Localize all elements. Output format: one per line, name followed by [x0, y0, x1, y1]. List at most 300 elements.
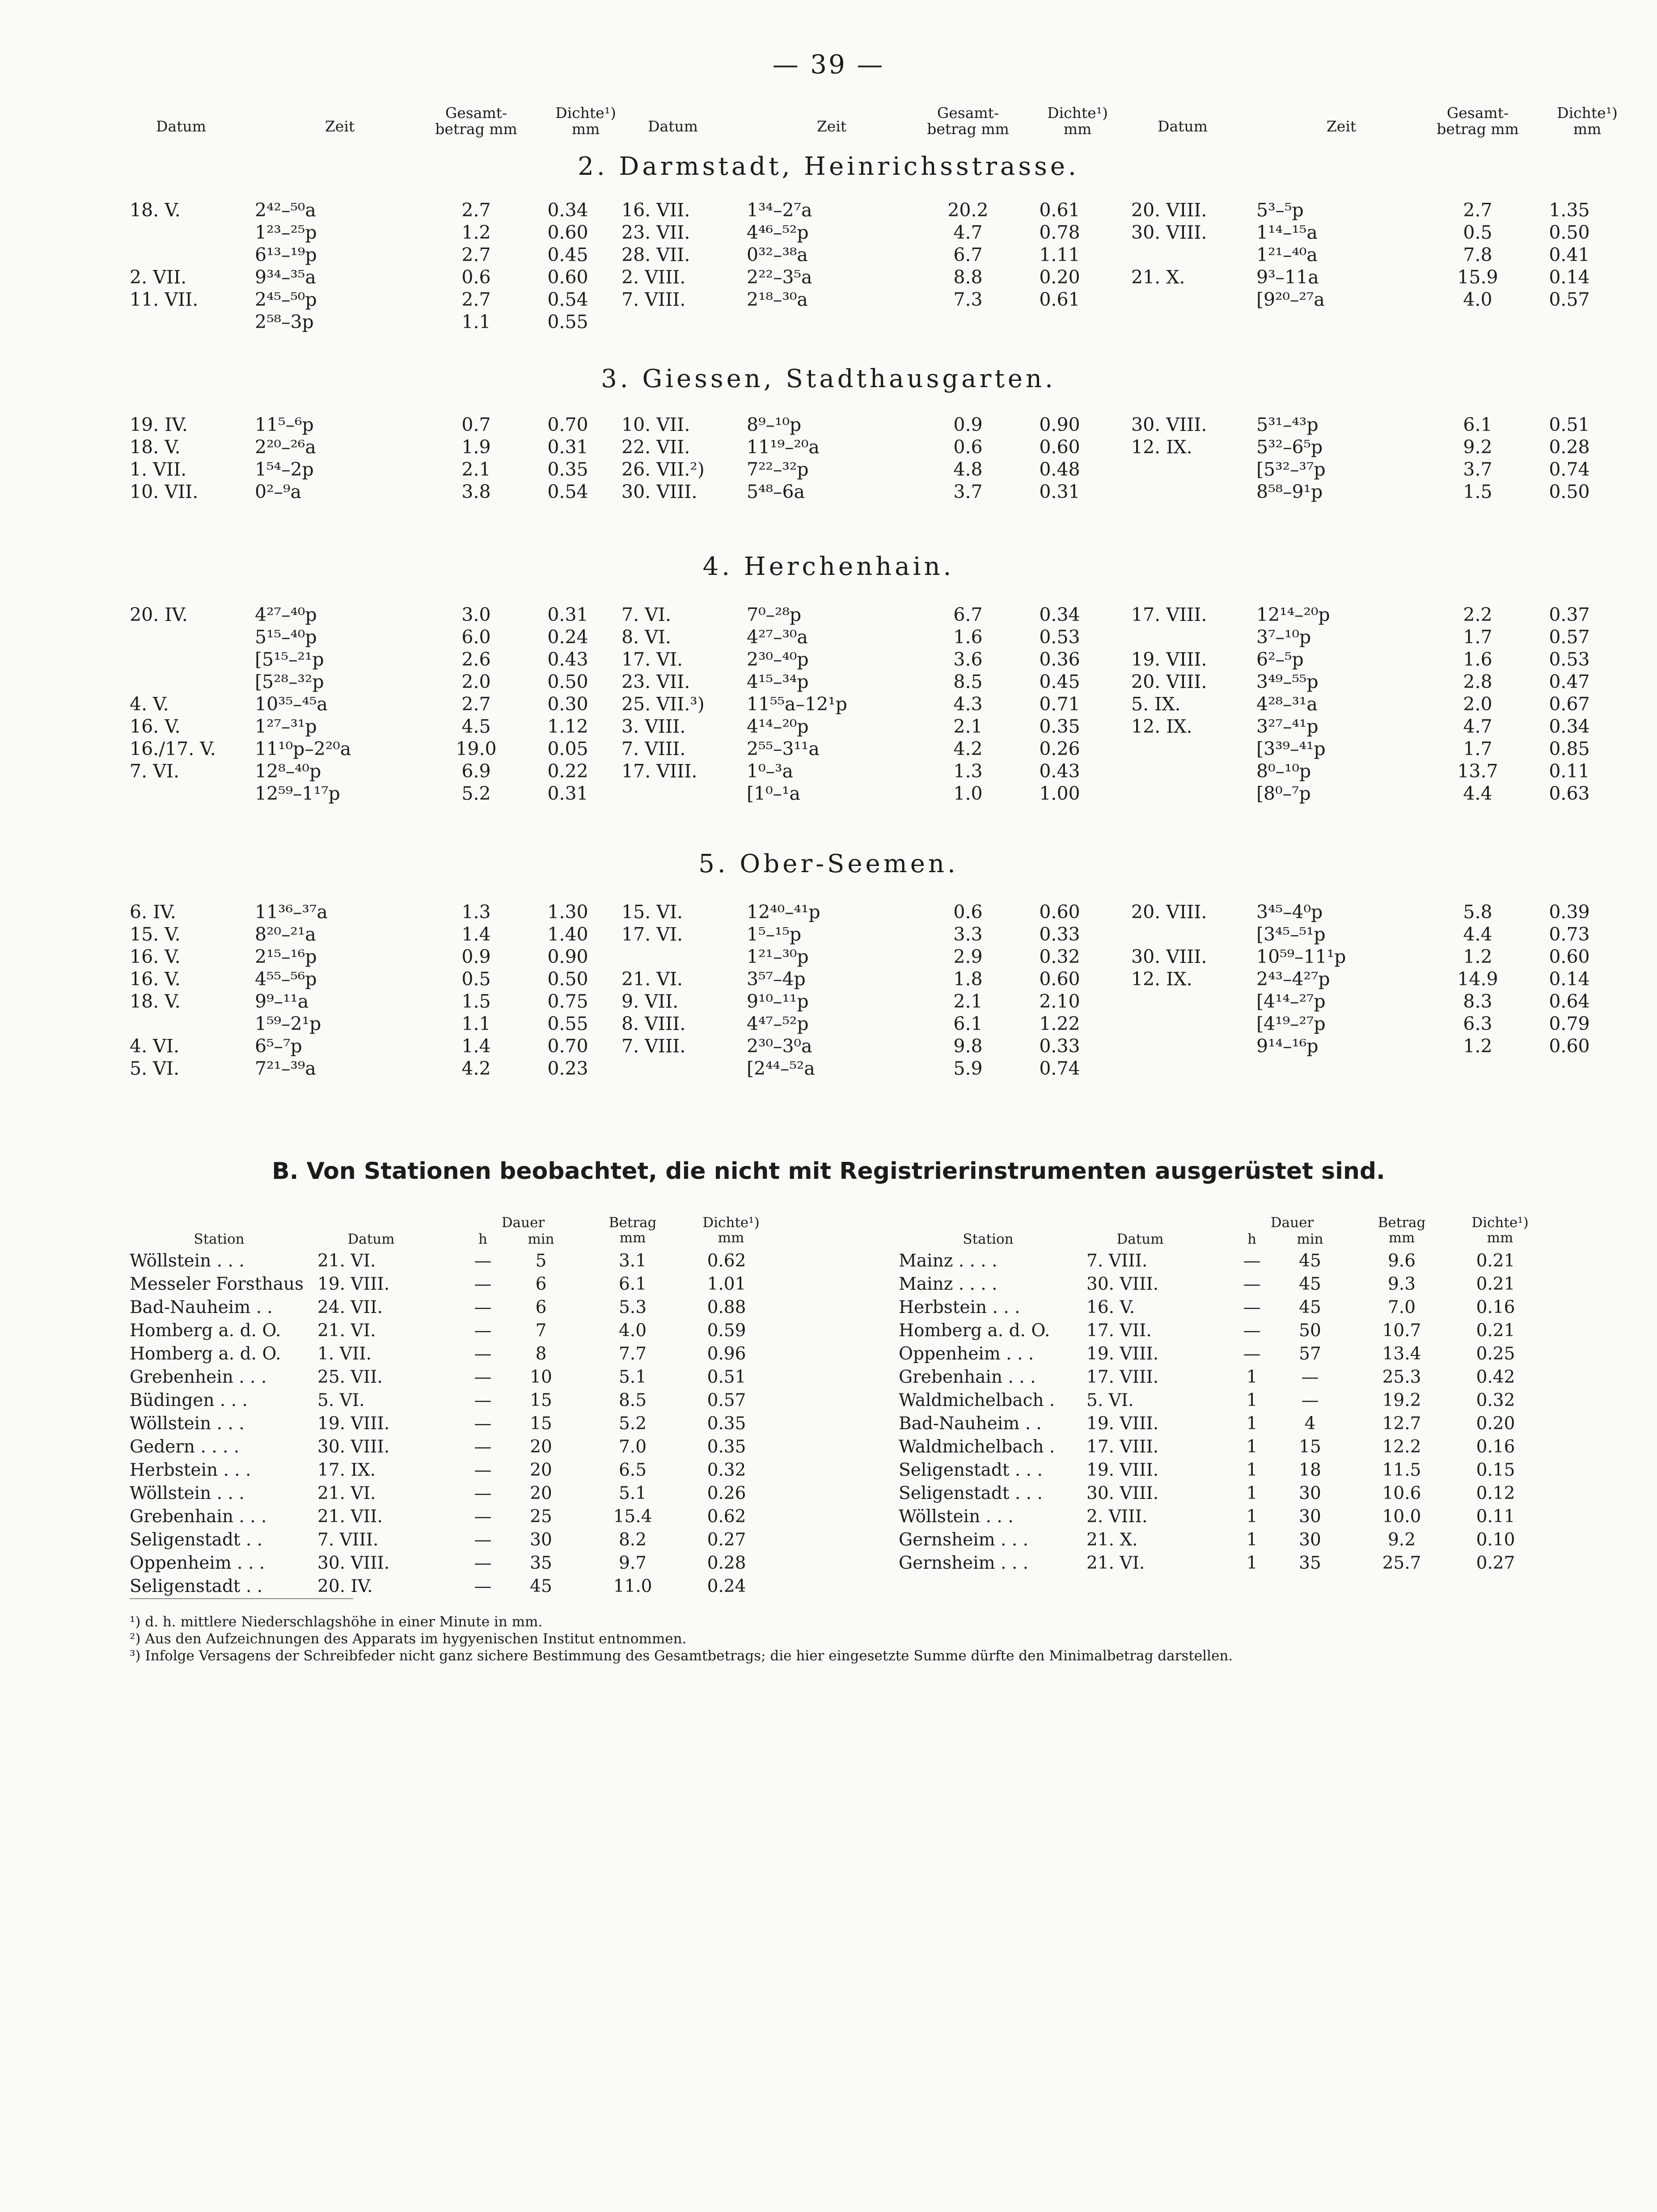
cell-dichte: 0.22 [547, 760, 588, 782]
cell-dichte: 0.79 [1549, 1013, 1590, 1034]
part-b-header-betrag [599, 1215, 666, 1245]
cell-datum: 18. V. [130, 436, 181, 458]
table-row [130, 648, 613, 671]
cell-dichte: 0.60 [547, 222, 588, 243]
table-row [899, 1273, 1543, 1296]
section-column [130, 414, 613, 503]
cell-zeit: 11⁵⁵a–12¹p [747, 693, 847, 715]
cell-betrag: 6.5 [618, 1460, 647, 1480]
cell-zeit: 1³⁴–2⁷a [747, 199, 812, 221]
cell-gesamt: 1.7 [1463, 738, 1492, 760]
cell-zeit: [5¹⁵–²¹p [255, 649, 324, 670]
cell-datum: 7. VI. [130, 760, 179, 782]
cell-zeit: 11¹⁰p–2²⁰a [255, 738, 351, 760]
cell-gesamt: 1.2 [1463, 1035, 1492, 1057]
cell-dichte: 0.10 [1476, 1530, 1515, 1550]
cell-gesamt: 4.4 [1463, 783, 1492, 804]
part-b-header-station [156, 1232, 282, 1247]
cell-dichte: 0.41 [1549, 244, 1590, 266]
table-row [1131, 604, 1614, 626]
part-b-header-h-line: h [478, 1231, 487, 1247]
part-b-column [130, 1250, 774, 1598]
cell-h: — [474, 1414, 492, 1434]
table-row [621, 901, 1104, 923]
cell-datum: 21. VII. [317, 1507, 383, 1527]
cell-dichte: 0.28 [707, 1553, 746, 1573]
cell-zeit: [4¹⁴–²⁷p [1256, 991, 1326, 1012]
cell-station: Homberg a. d. O. [130, 1321, 281, 1341]
cell-dichte: 0.15 [1476, 1460, 1515, 1480]
cell-zeit: 9¹⁰–¹¹p [747, 991, 809, 1012]
cell-dichte: 0.24 [547, 626, 588, 648]
cell-zeit: [2⁴⁴–⁵²a [747, 1058, 815, 1079]
table-row [1131, 715, 1614, 738]
col-header-gesamt-unit: betrag mm [927, 120, 1009, 138]
part-b-header-station-line: Station [963, 1231, 1014, 1247]
cell-gesamt: 1.9 [461, 436, 491, 458]
cell-station: Homberg a. d. O. [130, 1344, 281, 1364]
cell-dichte: 0.14 [1549, 266, 1590, 288]
cell-gesamt: 2.0 [461, 671, 491, 692]
cell-zeit: 1²³–²⁵p [255, 222, 317, 243]
cell-dichte: 0.60 [1039, 901, 1080, 923]
table-row [621, 1013, 1104, 1035]
cell-betrag: 10.6 [1382, 1483, 1421, 1503]
cell-zeit: 9¹⁴–¹⁶p [1256, 1035, 1319, 1057]
cell-station: Mainz . . . . [899, 1274, 998, 1294]
cell-zeit: 9³⁴–³⁵a [255, 266, 316, 288]
col-header-dichte-label: Dichte¹) [1047, 104, 1108, 122]
cell-station: Homberg a. d. O. [899, 1321, 1050, 1341]
cell-h: — [474, 1437, 492, 1457]
cell-gesamt: 2.2 [1463, 604, 1492, 625]
cell-datum: 7. VI. [621, 604, 671, 625]
cell-zeit: 12⁸–⁴⁰p [255, 760, 321, 782]
cell-gesamt: 3.0 [461, 604, 491, 625]
cell-station: Mainz . . . . [899, 1251, 998, 1271]
cell-gesamt: 6.7 [953, 244, 983, 266]
cell-zeit: 3²⁷–⁴¹p [1256, 716, 1319, 737]
cell-gesamt: 4.7 [953, 222, 983, 243]
table-row [130, 1459, 774, 1482]
table-row [1131, 990, 1614, 1013]
part-b-header-h [1239, 1232, 1265, 1247]
col-header-datum [621, 118, 724, 135]
table-row [1131, 946, 1614, 968]
cell-datum: 21. X. [1086, 1530, 1138, 1550]
cell-min: 15 [530, 1414, 552, 1434]
cell-gesamt: 6.1 [1463, 414, 1492, 435]
col-header-zeit [1256, 118, 1426, 135]
cell-zeit: 8⁵⁸–9¹p [1256, 481, 1323, 502]
cell-min: 45 [1299, 1251, 1321, 1271]
cell-gesamt: 2.7 [461, 693, 491, 715]
cell-datum: 10. VII. [130, 481, 199, 502]
table-row [130, 990, 613, 1013]
cell-dichte: 0.26 [1039, 738, 1080, 760]
part-b-header-dichte [689, 1215, 774, 1245]
cell-datum: 28. VII. [621, 244, 690, 266]
cell-datum: 17. IX. [317, 1460, 376, 1480]
cell-station: Bad-Nauheim . . [130, 1297, 273, 1317]
cell-station: Gernsheim . . . [899, 1530, 1029, 1550]
cell-dichte: 0.16 [1476, 1437, 1515, 1457]
table-row [899, 1528, 1543, 1552]
cell-dichte: 0.60 [1549, 1035, 1590, 1057]
cell-zeit: 5³–⁵p [1256, 199, 1304, 221]
table-row [130, 1319, 774, 1342]
cell-gesamt: 2.1 [953, 991, 983, 1012]
cell-datum: 20. IV. [317, 1576, 373, 1596]
cell-gesamt: 1.4 [461, 924, 491, 945]
cell-dichte: 1.35 [1549, 199, 1590, 221]
cell-datum: 7. VIII. [317, 1530, 379, 1550]
cell-zeit: 6¹³–¹⁹p [255, 244, 317, 266]
cell-zeit: 2¹⁸–³⁰a [747, 289, 808, 310]
col-header-dichte [541, 105, 630, 137]
cell-betrag: 5.1 [618, 1367, 647, 1387]
cell-h: 1 [1246, 1460, 1258, 1480]
cell-gesamt: 4.0 [1463, 289, 1492, 310]
cell-min: 30 [1299, 1530, 1321, 1550]
table-row [899, 1296, 1543, 1319]
cell-station: Seligenstadt . . . [899, 1483, 1043, 1503]
cell-datum: 21. X. [1131, 266, 1185, 288]
cell-dichte: 0.32 [1476, 1390, 1515, 1410]
table-row [130, 968, 613, 990]
table-row [130, 221, 613, 244]
cell-betrag: 9.2 [1387, 1530, 1416, 1550]
cell-station: Bad-Nauheim . . [899, 1414, 1042, 1434]
cell-dichte: 0.60 [1549, 946, 1590, 967]
cell-zeit: 1⁵–¹⁵p [747, 924, 802, 945]
cell-datum: 20. VIII. [1131, 199, 1207, 221]
cell-zeit: 2²²–3⁵a [747, 266, 812, 288]
cell-datum: 19. VIII. [317, 1414, 390, 1434]
cell-dichte: 0.20 [1476, 1414, 1515, 1434]
col-header-dichte [1543, 105, 1632, 137]
table-row [130, 715, 613, 738]
cell-h: 1 [1246, 1367, 1258, 1387]
cell-gesamt: 4.4 [1463, 924, 1492, 945]
cell-gesamt: 0.6 [461, 266, 491, 288]
cell-h: — [474, 1483, 492, 1503]
cell-dichte: 0.35 [707, 1437, 746, 1457]
cell-datum: 4. VI. [130, 1035, 179, 1057]
cell-datum: 16. V. [130, 716, 181, 737]
cell-h: — [474, 1321, 492, 1341]
cell-dichte: 0.26 [707, 1483, 746, 1503]
cell-h: 1 [1246, 1507, 1258, 1527]
table-row [130, 604, 613, 626]
cell-betrag: 11.5 [1382, 1460, 1421, 1480]
cell-dichte: 1.12 [547, 716, 588, 737]
cell-datum: 30. VIII. [1086, 1483, 1159, 1503]
table-row [621, 738, 1104, 760]
cell-min: 5 [535, 1251, 547, 1271]
cell-datum: 21. VI. [621, 968, 683, 990]
cell-gesamt: 1.2 [1463, 946, 1492, 967]
section-title: 2. Darmstadt, Heinrichsstrasse. [578, 152, 1079, 181]
col-header-datum-label: Datum [156, 118, 206, 135]
cell-gesamt: 19.0 [456, 738, 497, 760]
cell-dichte: 0.57 [1549, 626, 1590, 648]
cell-gesamt: 2.9 [953, 946, 983, 967]
cell-h: — [474, 1553, 492, 1573]
table-row [899, 1319, 1543, 1342]
cell-zeit: 1²⁷–³¹p [255, 716, 317, 737]
cell-min: 20 [530, 1483, 552, 1503]
table-row [130, 458, 613, 481]
cell-dichte: 0.27 [1476, 1553, 1515, 1573]
cell-dichte: 0.62 [707, 1507, 746, 1527]
cell-datum: 17. VI. [621, 649, 683, 670]
cell-h: — [1243, 1251, 1261, 1271]
section-column [621, 199, 1104, 311]
cell-dichte: 0.62 [707, 1251, 746, 1271]
part-b-header-datum-line: Datum [347, 1231, 395, 1247]
cell-datum: 8. VI. [621, 626, 671, 648]
table-row [621, 990, 1104, 1013]
cell-datum: 16./17. V. [130, 738, 216, 760]
cell-dichte: 0.90 [547, 946, 588, 967]
cell-datum: 1. VII. [130, 459, 187, 480]
cell-zeit: 8⁹–¹⁰p [747, 414, 802, 435]
col-header-dichte-unit: mm [1573, 120, 1602, 138]
part-b-header-station [926, 1232, 1051, 1247]
cell-betrag: 11.0 [613, 1576, 652, 1596]
cell-dichte: 0.45 [547, 244, 588, 266]
cell-datum: 17. VIII. [1131, 604, 1207, 625]
col-header-datum [130, 118, 232, 135]
cell-zeit: 10⁵⁹–11¹p [1256, 946, 1346, 967]
cell-betrag: 5.1 [618, 1483, 647, 1503]
cell-zeit: 4⁵⁵–⁵⁶p [255, 968, 317, 990]
cell-dichte: 1.22 [1039, 1013, 1080, 1034]
cell-dichte: 0.51 [707, 1367, 746, 1387]
part-b-title: B. Von Stationen beobachtet, die nicht mit Registrierinstrumenten ausgerüstet sind. [272, 1158, 1385, 1185]
col-header-dichte-unit: mm [571, 120, 600, 138]
cell-zeit: 4²⁷–³⁰a [747, 626, 808, 648]
part-b-header-min-line: min [528, 1231, 554, 1247]
cell-dichte: 1.00 [1039, 783, 1080, 804]
col-header-dichte-label: Dichte¹) [1557, 104, 1618, 122]
footnote-rule [130, 1598, 353, 1599]
cell-zeit: 9⁹–¹¹a [255, 991, 309, 1012]
cell-zeit: 3⁷–¹⁰p [1256, 626, 1311, 648]
cell-gesamt: 15.9 [1457, 266, 1498, 288]
table-row [130, 693, 613, 715]
cell-datum: 30. VIII. [621, 481, 697, 502]
cell-h: — [474, 1251, 492, 1271]
col-header-gesamt [1424, 105, 1531, 137]
table-row [1131, 738, 1614, 760]
section-title: 5. Ober-Seemen. [698, 849, 959, 878]
cell-datum: 21. VI. [317, 1251, 376, 1271]
section-column [1131, 901, 1614, 1057]
cell-betrag: 25.7 [1382, 1553, 1421, 1573]
cell-min: 30 [1299, 1483, 1321, 1503]
cell-datum: 10. VII. [621, 414, 690, 435]
cell-station: Seligenstadt . . [130, 1530, 263, 1550]
cell-gesamt: 6.9 [461, 760, 491, 782]
cell-datum: 21. VI. [1086, 1553, 1145, 1573]
cell-dichte: 0.48 [1039, 459, 1080, 480]
cell-gesamt: 1.4 [461, 1035, 491, 1057]
cell-h: 1 [1246, 1553, 1258, 1573]
part-b-header-betrag [1368, 1215, 1435, 1245]
cell-betrag: 8.2 [618, 1530, 647, 1550]
table-row [1131, 671, 1614, 693]
part-b-header-min-line: min [1297, 1231, 1323, 1247]
cell-zeit: 3⁴⁹–⁵⁵p [1256, 671, 1319, 692]
cell-betrag: 4.0 [618, 1321, 647, 1341]
cell-min: 4 [1304, 1414, 1316, 1434]
cell-dichte: 1.40 [547, 924, 588, 945]
cell-dichte: 0.21 [1476, 1321, 1515, 1341]
part-b-header-datum [317, 1232, 425, 1247]
col-header-dichte-unit: mm [1063, 120, 1092, 138]
cell-min: 7 [535, 1321, 547, 1341]
table-row [1131, 923, 1614, 946]
cell-zeit: 2¹⁵–¹⁶p [255, 946, 317, 967]
cell-zeit: 5³¹–⁴³p [1256, 414, 1319, 435]
cell-dichte: 0.31 [547, 783, 588, 804]
cell-station: Grebenhein . . . [130, 1367, 267, 1387]
cell-dichte: 0.11 [1549, 760, 1590, 782]
cell-datum: 9. VII. [621, 991, 679, 1012]
table-row [621, 946, 1104, 968]
cell-datum: 20. IV. [130, 604, 188, 625]
cell-gesamt: 1.8 [953, 968, 983, 990]
table-row [1131, 199, 1614, 221]
cell-dichte: 0.59 [707, 1321, 746, 1341]
footnote: ²) Aus den Aufzeichnungen des Apparats im hygyenischen Institut entnommen. [130, 1631, 687, 1647]
cell-dichte: 0.57 [1549, 289, 1590, 310]
cell-dichte: 2.10 [1039, 991, 1080, 1012]
cell-betrag: 5.2 [618, 1414, 647, 1434]
cell-dichte: 0.35 [707, 1414, 746, 1434]
table-row [130, 738, 613, 760]
table-row [1131, 648, 1614, 671]
cell-datum: 20. VIII. [1131, 671, 1207, 692]
cell-dichte: 0.90 [1039, 414, 1080, 435]
cell-dichte: 1.30 [547, 901, 588, 923]
cell-zeit: [3³⁹–⁴¹p [1256, 738, 1326, 760]
col-header-zeit-label: Zeit [1326, 118, 1357, 135]
cell-dichte: 0.53 [1549, 649, 1590, 670]
cell-dichte: 1.01 [707, 1274, 746, 1294]
footnote: ¹) d. h. mittlere Niederschlagshöhe in einer Minute in mm. [130, 1614, 543, 1630]
table-row [1131, 244, 1614, 266]
cell-gesamt: 2.7 [1463, 199, 1492, 221]
cell-dichte: 0.51 [1549, 414, 1590, 435]
cell-datum: 22. VII. [621, 436, 690, 458]
cell-zeit: 2⁴²–⁵⁰a [255, 199, 316, 221]
cell-h: — [474, 1460, 492, 1480]
cell-betrag: 9.3 [1387, 1274, 1416, 1294]
cell-station: Gedern . . . . [130, 1437, 240, 1457]
cell-station: Wöllstein . . . [899, 1507, 1014, 1527]
part-b-header-dichte-line: Dichte¹) [1471, 1215, 1529, 1231]
cell-zeit: 1²¹–⁴⁰a [1256, 244, 1318, 266]
cell-zeit: 6²–⁵p [1256, 649, 1304, 670]
table-row [1131, 901, 1614, 923]
section-column [1131, 199, 1614, 311]
cell-zeit: 1²¹–³⁰p [747, 946, 809, 967]
cell-datum: 15. V. [130, 924, 181, 945]
cell-dichte: 0.55 [547, 1013, 588, 1034]
table-row [621, 481, 1104, 503]
table-row [130, 1389, 774, 1412]
cell-betrag: 19.2 [1382, 1390, 1421, 1410]
cell-datum: 17. VI. [621, 924, 683, 945]
cell-gesamt: 1.6 [1463, 649, 1492, 670]
cell-gesamt: 0.6 [953, 901, 983, 923]
cell-datum: 17. VIII. [621, 760, 697, 782]
table-row [621, 436, 1104, 458]
cell-zeit: 12¹⁴–²⁰p [1256, 604, 1330, 625]
cell-gesamt: 1.1 [461, 1013, 491, 1034]
cell-datum: 12. IX. [1131, 968, 1192, 990]
cell-zeit: 2²⁰–²⁶a [255, 436, 316, 458]
cell-dichte: 0.50 [1549, 222, 1590, 243]
table-row [130, 244, 613, 266]
cell-dichte: 0.16 [1476, 1297, 1515, 1317]
cell-zeit: 5³²–6⁵p [1256, 436, 1323, 458]
cell-dichte: 0.33 [1039, 924, 1080, 945]
cell-dichte: 0.28 [1549, 436, 1590, 458]
cell-betrag: 9.6 [1387, 1251, 1416, 1271]
page-number: — 39 — [772, 49, 885, 80]
table-row [1131, 1013, 1614, 1035]
cell-h: 1 [1246, 1414, 1258, 1434]
col-header-zeit-label: Zeit [325, 118, 355, 135]
cell-zeit: 8²⁰–²¹a [255, 924, 316, 945]
cell-datum: 8. VIII. [621, 1013, 686, 1034]
cell-datum: 18. V. [130, 199, 181, 221]
col-header-datum-label: Datum [648, 118, 698, 135]
cell-dichte: 0.25 [1476, 1344, 1515, 1364]
part-b-header-datum-line: Datum [1116, 1231, 1164, 1247]
cell-gesamt: 1.1 [461, 311, 491, 333]
cell-zeit: 2⁵⁸–3p [255, 311, 314, 333]
cell-gesamt: 8.8 [953, 266, 983, 288]
cell-datum: 19. VIII. [1086, 1344, 1159, 1364]
cell-zeit: 2⁵⁵–3¹¹a [747, 738, 820, 760]
table-row [621, 782, 1104, 805]
table-row [130, 1057, 613, 1080]
cell-dichte: 0.37 [1549, 604, 1590, 625]
cell-dichte: 0.31 [547, 604, 588, 625]
cell-betrag: 9.7 [618, 1553, 647, 1573]
cell-dichte: 0.50 [1549, 481, 1590, 502]
cell-min: 45 [1299, 1274, 1321, 1294]
part-b-header-dichte [1458, 1215, 1543, 1245]
cell-gesamt: 1.5 [1463, 481, 1492, 502]
col-header-gesamt [914, 105, 1022, 137]
part-b-header-station-line: Station [194, 1231, 245, 1247]
table-row [899, 1459, 1543, 1482]
cell-dichte: 0.33 [1039, 1035, 1080, 1057]
cell-station: Büdingen . . . [130, 1390, 248, 1410]
cell-zeit: [5²⁸–³²p [255, 671, 324, 692]
col-header-gesamt [423, 105, 530, 137]
table-row [621, 923, 1104, 946]
cell-gesamt: 20.2 [947, 199, 989, 221]
cell-gesamt: 2.6 [461, 649, 491, 670]
section-column [621, 604, 1104, 805]
